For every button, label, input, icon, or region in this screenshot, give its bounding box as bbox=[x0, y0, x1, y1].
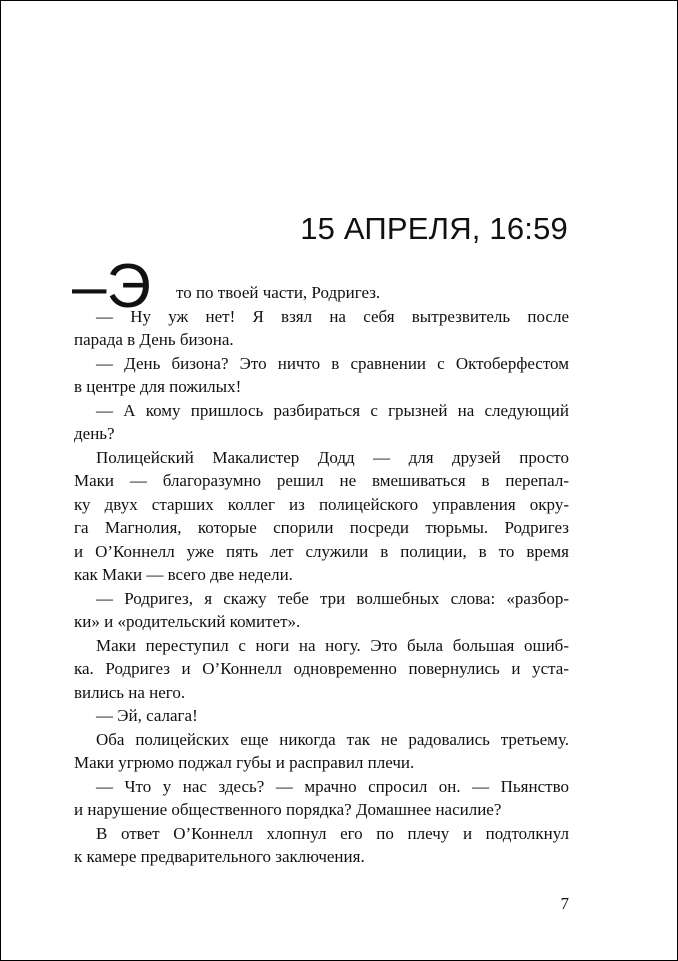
text-line: Оба полицейских еще никогда так не радовались третьему. bbox=[96, 729, 569, 749]
text-line: — Родригез, я скажу тебе три волшебных слова: «разбор- bbox=[96, 588, 569, 608]
text-line: к камере предварительного заключения. bbox=[74, 847, 365, 866]
text-line: в центре для пожилых! bbox=[74, 377, 242, 396]
text-line: Маки — благоразумно решил не вмешиваться в перепал- bbox=[74, 471, 569, 490]
text-line: парада в День бизона. bbox=[74, 330, 234, 349]
text-line: ку двух старших коллег из полицейского управления окру- bbox=[74, 494, 569, 514]
text-line: — А кому пришлось разбираться с грызней на следующий bbox=[96, 400, 569, 420]
text-line: ки» и «родительский комитет». bbox=[74, 612, 301, 631]
text-line: В ответ О’Коннелл хлопнул его по плечу и подтолкнул bbox=[96, 823, 569, 843]
text-line: — Эй, салага! bbox=[96, 706, 198, 725]
text-line: — Ну уж нет! Я взял на себя вытрезвитель после bbox=[96, 306, 569, 326]
page-number: 7 bbox=[560, 894, 569, 913]
drop-cap: –Э bbox=[72, 252, 152, 321]
text-line: Полицейский Макалистер Додд — для друзей просто bbox=[96, 447, 569, 467]
text-line: и нарушение общественного порядка? Домашнее насилие? bbox=[74, 800, 502, 819]
text-line: день? bbox=[74, 424, 115, 443]
text-line: вились на него. bbox=[74, 682, 186, 702]
text-line: ка. Родригез и О’Коннелл одновременно повернулись и уста- bbox=[74, 659, 569, 678]
text-line: Маки угрюмо поджал губы и расправил плечи. bbox=[74, 753, 415, 772]
chapter-title: 15 АПРЕЛЯ, 16:59 bbox=[300, 211, 568, 246]
text-line: и О’Коннелл уже пять лет служили в полиции, в то время bbox=[74, 541, 569, 561]
body-text bbox=[72, 252, 569, 869]
text-line: га Магнолия, которые спорили посреди тюрьмы. Родригез bbox=[74, 518, 569, 537]
text-line: — Что у нас здесь? — мрачно спросил он. — Пьянство bbox=[96, 776, 569, 796]
text-line-content: то по твоей части, Родригез. bbox=[176, 283, 381, 302]
text-line: — День бизона? Это ничто в сравнении с Октоберфестом bbox=[96, 353, 569, 373]
text-line: Маки переступил с ноги на ногу. Это была большая ошиб- bbox=[96, 635, 569, 655]
text-line: как Маки — всего две недели. bbox=[74, 565, 293, 584]
